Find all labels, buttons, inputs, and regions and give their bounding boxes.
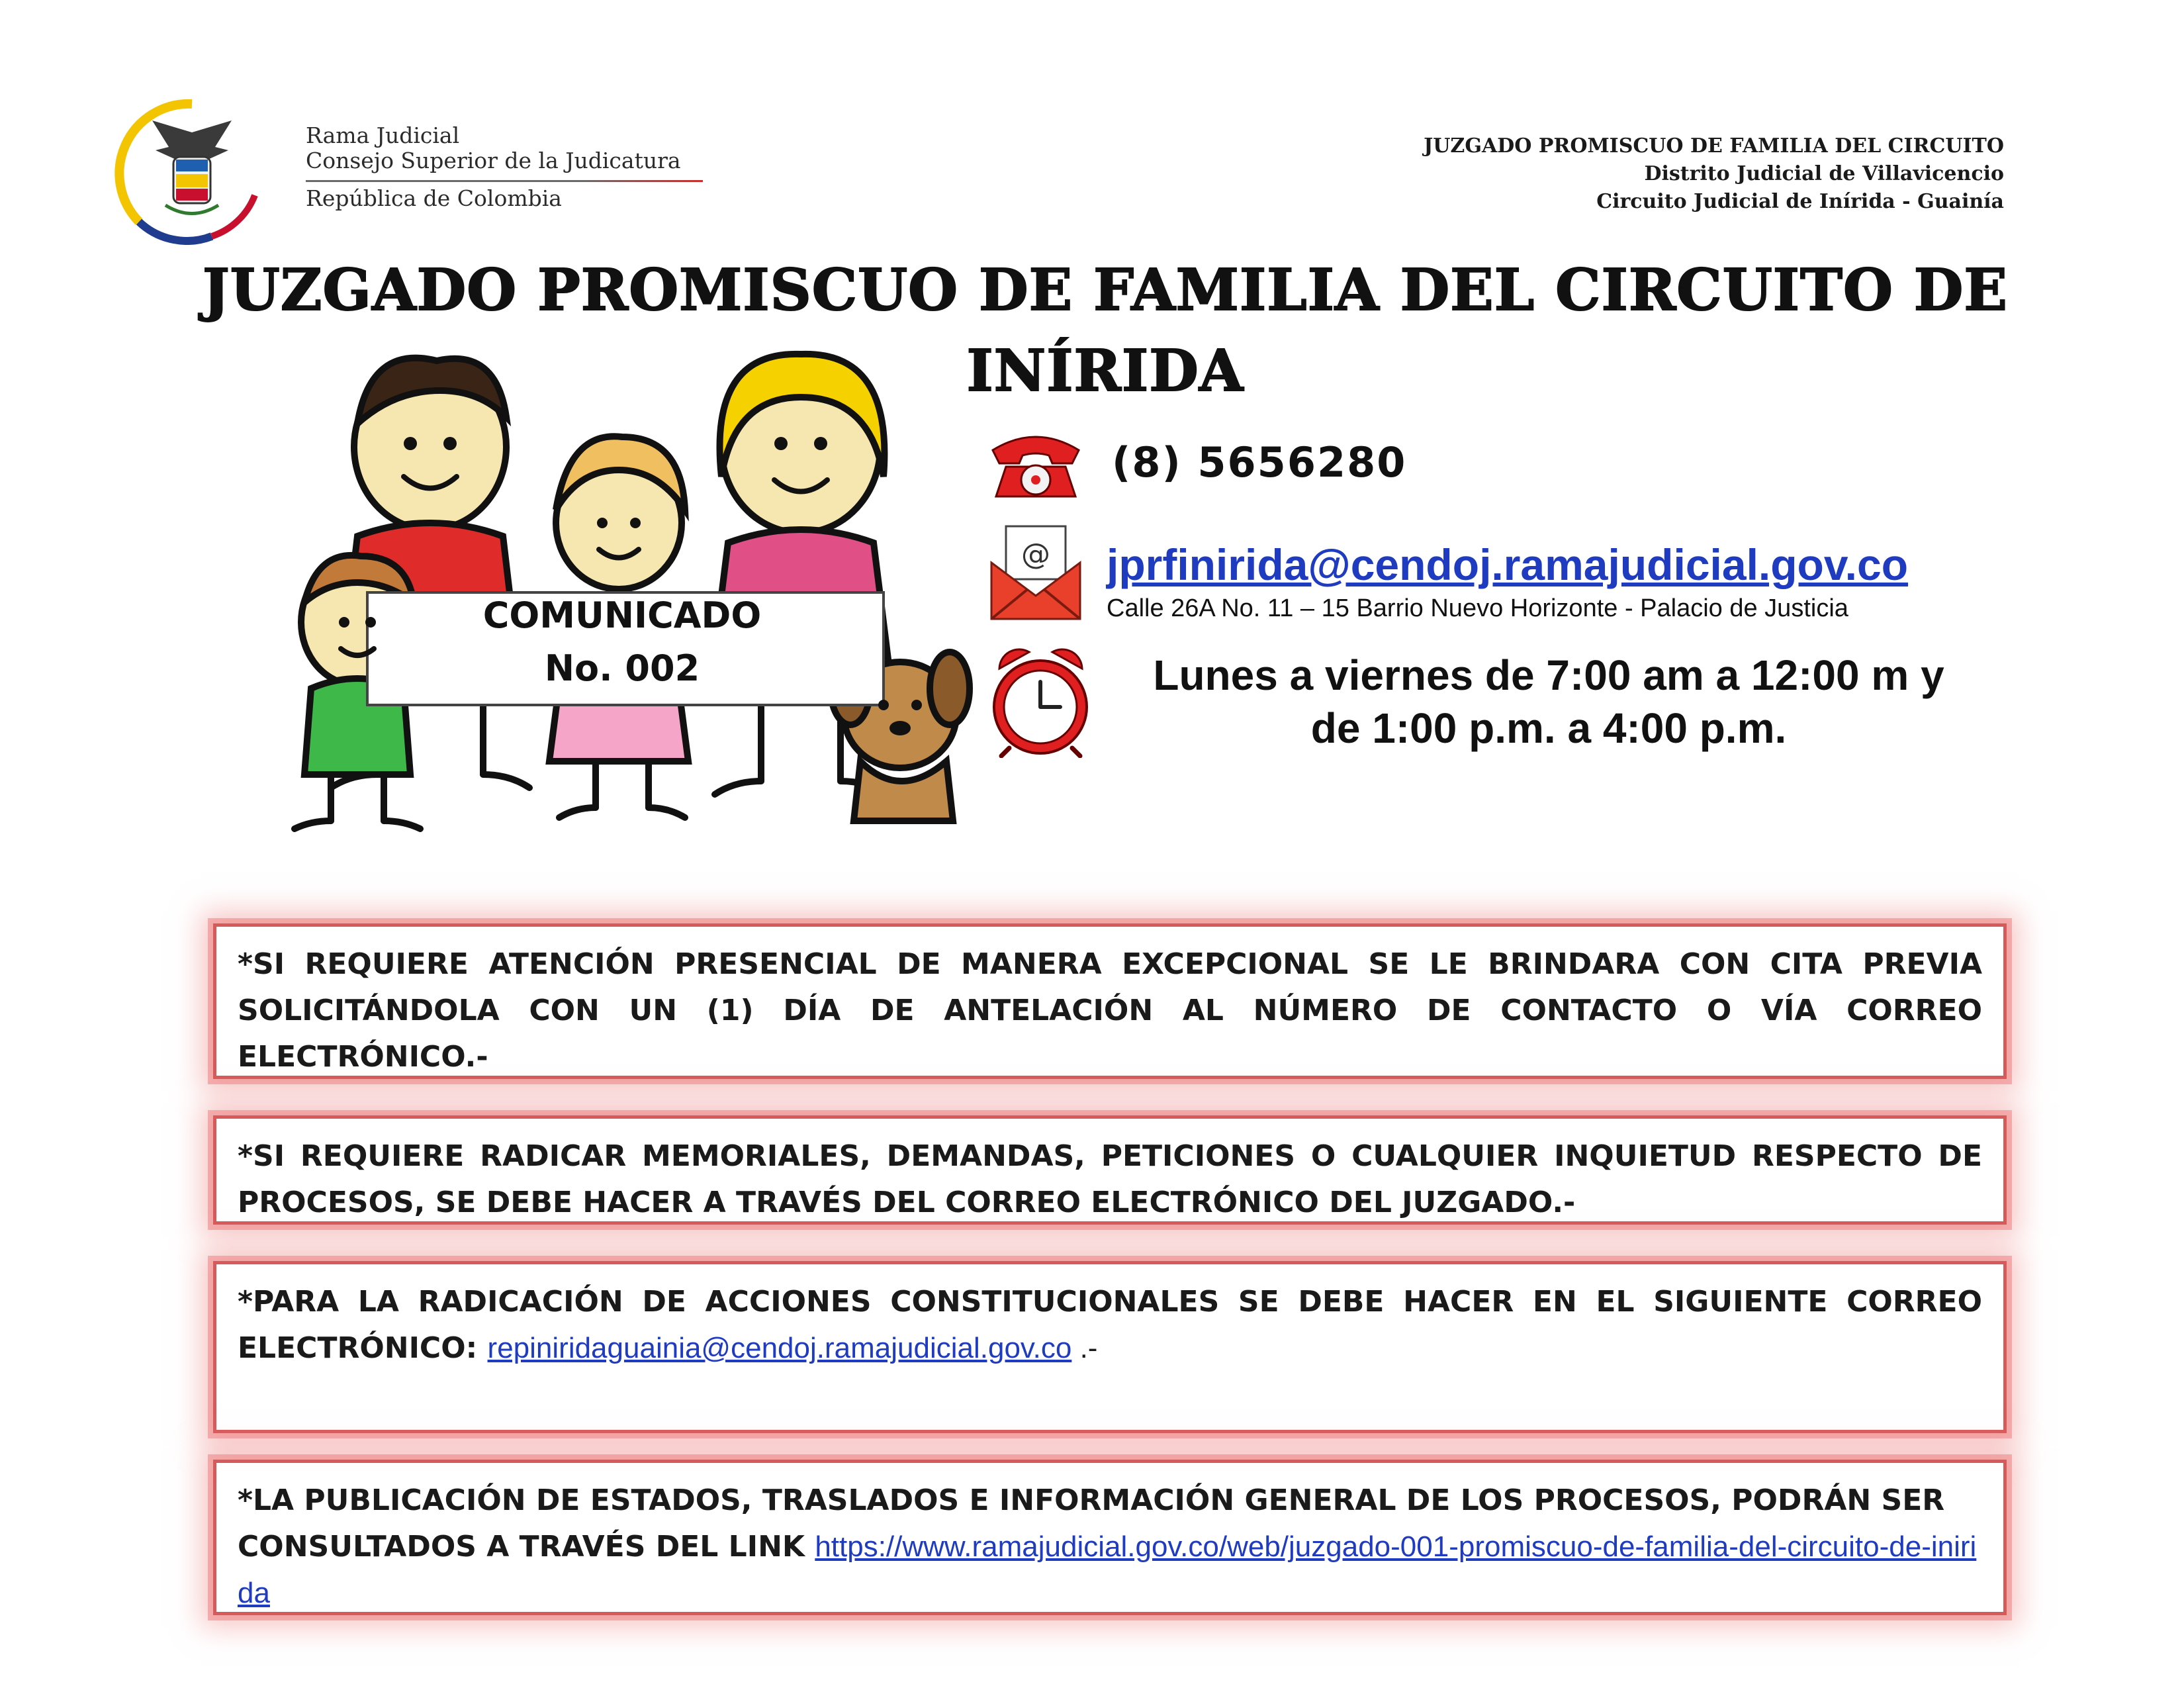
org-line-3: República de Colombia	[306, 185, 562, 211]
notice-4-text: *LA PUBLICACIÓN DE ESTADOS, TRASLADOS E INFORMACIÓN GENERAL DE LOS PROCESOS, PODRÁN SER CONSULTADOS A TRAVÉS DEL LINK	[238, 1483, 1945, 1564]
notice-3-suffix: .-	[1071, 1332, 1098, 1364]
communique-sign	[371, 589, 874, 700]
notice-text-4	[216, 1463, 2003, 1617]
court-info-block	[1424, 132, 2004, 216]
court-line-3: Circuito Judicial de Inírida - Guainía	[1596, 190, 2004, 213]
court-line-2: Distrito Judicial de Villavicencio	[1644, 162, 2004, 185]
title-line-1: JUZGADO PROMISCUO DE FAMILIA DEL CIRCUITO DE	[203, 257, 2008, 324]
office-hours	[1092, 649, 2005, 755]
rama-judicial-logo	[113, 96, 271, 245]
org-line-2: Consejo Superior de la Judicatura	[306, 148, 681, 173]
org-line-1: Rama Judicial	[306, 122, 460, 148]
alarm-clock-icon	[986, 642, 1095, 758]
notice-box-4	[213, 1460, 2007, 1615]
notice-box-1	[213, 923, 2007, 1079]
court-website-link[interactable]: https://www.ramajudicial.gov.co/web/juzgado-001-promiscuo-de-familia-del-circuito-de-inirida	[238, 1530, 1977, 1609]
constitutional-email-link[interactable]: repiniridaguainia@cendoj.ramajudicial.gov.co	[487, 1332, 1072, 1364]
title-line-2: INÍRIDA	[966, 338, 1244, 404]
notice-3-text: *PARA LA RADICACIÓN DE ACCIONES CONSTITUCIONALES SE DEBE HACER EN EL SIGUIENTE CORREO ELECTRÓNICO:	[238, 1285, 1982, 1365]
notice-text-2: *SI REQUIERE RADICAR MEMORIALES, DEMANDAS, PETICIONES O CUALQUIER INQUIETUD RESPECTO DE PROCESOS, SE DEBE HACER A TRAVÉS DEL CORREO ELECTRÓNICO DEL JUZGADO.-	[238, 1139, 1982, 1219]
court-email-link[interactable]: jprfinirida@cendoj.ramajudicial.gov.co	[1107, 540, 1909, 589]
court-line-1: JUZGADO PROMISCUO DE FAMILIA DEL CIRCUITO	[1424, 134, 2004, 158]
notice-text-3	[216, 1264, 2003, 1372]
sign-line-1: COMUNICADO	[482, 594, 762, 636]
organization-block	[306, 123, 703, 211]
notice-box-2	[213, 1115, 2007, 1225]
hours-line-1: Lunes a viernes de 7:00 am a 12:00 m y	[1153, 651, 1944, 699]
sign-line-2: No. 002	[544, 647, 700, 689]
notice-box-3	[213, 1261, 2007, 1433]
org-divider	[306, 180, 703, 182]
notice-text-1: *SI REQUIERE ATENCIÓN PRESENCIAL DE MANERA EXCEPCIONAL SE LE BRINDARA CON CITA PREVIA SOLICITÁNDOLA CON UN (1) DÍA DE ANTELACIÓN AL NÚMERO DE CONTACTO O VÍA CORREO ELECTRÓNICO.-	[238, 947, 1982, 1074]
phone-number: (8) 5656280	[1112, 438, 1407, 487]
court-address: Calle 26A No. 11 – 15 Barrio Nuevo Horizonte - Palacio de Justicia	[1107, 594, 1848, 622]
hours-line-2: de 1:00 p.m. a 4:00 p.m.	[1310, 704, 1787, 752]
email-icon	[986, 523, 1085, 622]
svg-text:@: @	[1021, 538, 1050, 571]
telephone-icon	[986, 430, 1085, 503]
